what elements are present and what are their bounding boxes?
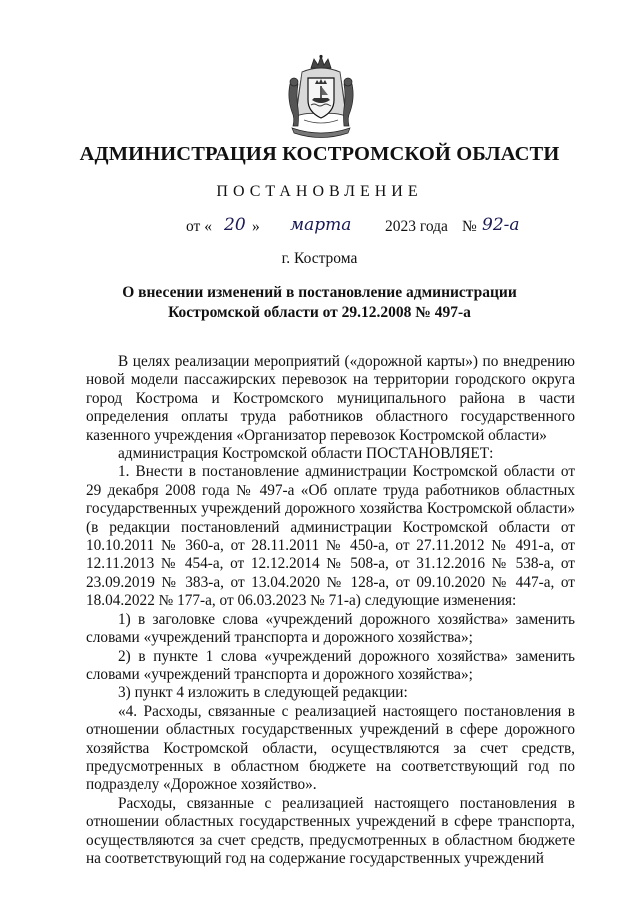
paragraph: 2) в пункте 1 слова «учреждений дорожного хозяйства» заменить словами «учреждений транспорта и дорожного хозяйства»; — [86, 647, 575, 683]
paragraph: 1. Внести в постановление администрации Костромской области от 29 декабря 2008 года № 497-а «Об оплате труда работников областных государственных учреждений дорожного хозяйства Костромской области» (в редакции постановлений администрации Костромской области от 10.10.2011 № 360-а, от 28.11.2011 № 450-а, от 27.11.2012 № 491-а, от 12.11.2013 № 454-а, от 12.12.2014 № 508-а, от 31.12.2016 № 538-а, от 23.09.2019 № 383-а, от 13.04.2020 № 128-а, от 09.10.2020 № 447-а, от 18.04.2022 № 177-а, от 06.03.2023 № 71-а) следующие изменения: — [86, 463, 575, 610]
number-sign: № — [462, 218, 477, 235]
city: г. Кострома — [281, 250, 358, 267]
date-prefix: от « — [186, 218, 212, 235]
title-line-2: Костромской области от 29.12.2008 № 497-а — [168, 304, 471, 321]
paragraph: Расходы, связанные с реализацией настоящего постановления в отношении областных государственных учреждений в сфере транспорта, осуществляются за счет средств, предусмотренных в областном бюджете на соответствующий год на содержание государственных учреждений — [86, 794, 575, 867]
paragraph: 3) пункт 4 изложить в следующей редакции: — [118, 684, 408, 702]
date-close: » — [252, 218, 260, 235]
document-body — [86, 353, 575, 868]
date-line — [186, 214, 546, 244]
organization-name: АДМИНИСТРАЦИЯ КОСТРОМСКОЙ ОБЛАСТИ — [79, 143, 560, 165]
paragraph: «4. Расходы, связанные с реализацией настоящего постановления в отношении областных государственных учреждений в сфере дорожного хозяйства Костромской области, осуществляются за счет средств, предусмотренных в областном бюджете на соответствующий год по подразделу «Дорожное хозяйство». — [86, 702, 575, 794]
document-title — [100, 283, 539, 323]
title-line-1: О внесении изменений в постановление администрации — [122, 284, 517, 301]
paragraph: В целях реализации мероприятий («дорожной карты») по внедрению новой модели пассажирских перевозок на территории городского округа город Кострома и Костромского муниципального района в части определения оплаты труда работников областного государственного казенного учреждения «Организатор перевозок Костромской области» — [86, 353, 575, 444]
coat-of-arms-icon — [284, 54, 358, 140]
paragraph: администрация Костромской области ПОСТАНОВЛЯЕТ: — [118, 445, 494, 463]
date-day: 20 — [224, 215, 246, 235]
paragraph: 1) в заголовке слова «учреждений дорожного хозяйства» заменить словами «учреждений транспорта и дорожного хозяйства»; — [86, 610, 575, 647]
date-month: марта — [290, 215, 352, 235]
document-number: 92-а — [482, 215, 520, 235]
date-year: 2023 года — [385, 218, 448, 235]
document-type: ПОСТАНОВЛЕНИЕ — [216, 183, 423, 200]
